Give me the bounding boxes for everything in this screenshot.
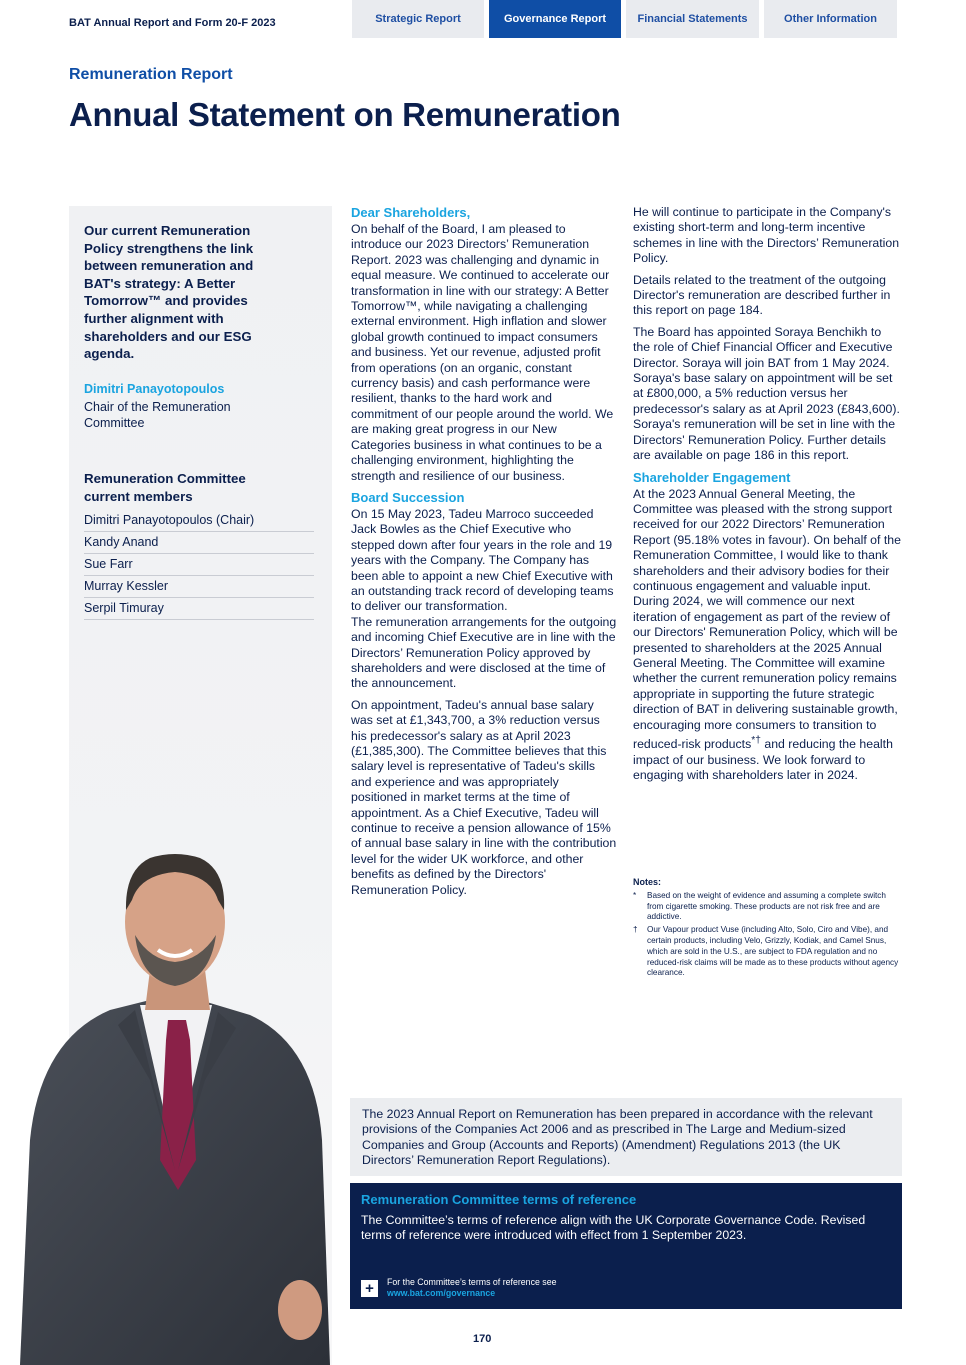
terms-link-intro: For the Committee’s terms of reference see xyxy=(387,1277,557,1287)
paragraph: He will continue to participate in the Company's existing short-term and long-term incentive schemes in line with the Directors’ Remuneration Policy. xyxy=(633,205,900,266)
board-succession-heading: Board Succession xyxy=(351,489,465,505)
note-item xyxy=(633,925,903,979)
tab-financial-statements[interactable]: Financial Statements xyxy=(626,0,759,38)
terms-link-row[interactable] xyxy=(361,1277,557,1299)
terms-heading: Remuneration Committee terms of reference xyxy=(361,1192,637,1207)
regulation-text: The 2023 Annual Report on Remuneration has been prepared in accordance with the relevant provisions of the Companies Act 2006 and as prescribed in The Large and Medium-sized Companies and Group (Accounts and Reports) (Amendment) Regulations 2013 (the UK Directors’ Remuneration Report Regulations). xyxy=(362,1107,873,1168)
page-number: 170 xyxy=(473,1333,492,1345)
paragraph: On appointment, Tadeu's annual base salary was set at £1,343,700, a 3% reduction versus his predecessor's salary as at April 2023 (£1,385,300). The Committee believes that this salary level is representative of Tadeu's skills and experience and was appropriately positioned in market terms at the time of appointment. As a Chief Executive, Tadeu will continue to receive a pension allowance of 15% of annual base salary in line with the contribution level for the wider UK workforce, and other benefits as defined by the Directors' Remuneration Policy. xyxy=(351,697,617,897)
shareholder-engagement-heading: Shareholder Engagement xyxy=(633,469,791,485)
member-item: Dimitri Panayotopoulos (Chair) xyxy=(84,510,314,532)
paragraph: On behalf of the Board, I am pleased to introduce our 2023 Directors’ Remuneration Report. 2023 was challenging and dynamic in equal measure. We continued to accelerate our transformation in line with our strategy: A Better Tomorrow™, while navigating a challenging external environment. High inflation and slower global growth continued to impact consumers and business. Yet our revenue, adjusted profit from operations (on an organic, constant currency basis) and cash performance were resilient, thanks to the hard work and commitment of our people around the world. We are making great progress in our New Categories business in what continues to be a challenging environment, highlighting the strength and resilience of our business. xyxy=(351,222,614,483)
paragraph: The Board has appointed Soraya Benchikh to the role of Chief Financial Officer and Executive Director. Soraya will join BAT from 1 May 2024. Soraya's base salary on appointment will be set at £800,000, a 5% reduction versus her predecessor's salary as at April 2023 (£843,600). Soraya's remuneration will be set in line with the Directors' Remuneration Policy. Further details are available on page 186 in this report. xyxy=(633,324,900,463)
note-item xyxy=(633,891,903,923)
report-title: BAT Annual Report and Form 20-F 2023 xyxy=(69,17,276,29)
chair-role: Chair of the Remuneration Committee xyxy=(84,400,231,431)
letter-column-2 xyxy=(633,205,901,789)
notes xyxy=(633,877,903,981)
terms-of-reference-box xyxy=(350,1183,902,1309)
note-marker: † xyxy=(633,925,638,935)
tab-governance-report[interactable]: Governance Report xyxy=(489,0,621,38)
notes-title: Notes: xyxy=(633,877,662,887)
paragraph: On 15 May 2023, Tadeu Marroco succeeded Jack Bowles as the Chief Executive who stepped down after four years in the role and 19 years with the Company. The Company has been able to appoint a new Chief Executive with an outstanding track record of developing teams to deliver our transformation. xyxy=(351,506,614,614)
paragraph-text: and reducing the health impact of our business. We look forward to engaging with shareholders later in 2024. xyxy=(633,737,893,782)
plus-icon: + xyxy=(361,1280,378,1297)
greeting-heading: Dear Shareholders, xyxy=(351,205,471,220)
paragraph: The remuneration arrangements for the outgoing and incoming Chief Executive are in line with the Directors’ Remuneration Policy approved by shareholders and were disclosed at the time of the announcement. xyxy=(351,614,617,691)
chair-portrait xyxy=(0,840,332,1365)
governance-link[interactable]: www.bat.com/governance xyxy=(387,1288,496,1298)
chair-name: Dimitri Panayotopoulos xyxy=(84,382,225,396)
tab-strategic-report[interactable]: Strategic Report xyxy=(352,0,484,38)
note-text: Our Vapour product Vuse (including Alto, Solo, Ciro and Vibe), and certain products, including Velo, Grizzly, Kodiak, and Camel Snus, which are sold in the U.S., are subject to FDA regulation and no reduced-risk claims will be made as to these products without agency clearance. xyxy=(647,925,899,978)
member-item: Kandy Anand xyxy=(84,532,314,554)
tab-other-information[interactable]: Other Information xyxy=(764,0,897,38)
paragraph xyxy=(633,487,901,784)
paragraph-text: At the 2023 Annual General Meeting, the Committee was pleased with the strong support received for our 2022 Directors’ Remuneration Report (95.18% votes in favour). On behalf of the Remuneration Committee, I would like to thank shareholders and their advisory bodies for their continuous engagement and valuable input. During 2024, we will commence our next iteration of engagement as part of the review of our Directors' Remuneration Policy, which will be presented to shareholders at the 2025 Annual General Meeting. The Committee will examine whether the current remuneration policy remains appropriate in supporting the future strategic direction of BAT in delivering sustainable growth, encouraging more consumers to transition to reduced-risk products xyxy=(633,486,901,752)
note-marker: * xyxy=(633,890,637,900)
page-title: Annual Statement on Remuneration xyxy=(69,96,621,133)
terms-link-text xyxy=(387,1277,557,1299)
member-item: Sue Farr xyxy=(84,554,314,576)
section-label: Remuneration Report xyxy=(69,66,233,83)
member-item: Murray Kessler xyxy=(84,576,314,598)
member-item: Serpil Timuray xyxy=(84,598,314,620)
terms-body: The Committee’s terms of reference align with the UK Corporate Governance Code. Revised terms of reference were introduced with effect from 1 September 2023. xyxy=(361,1213,866,1243)
members-title: Remuneration Committee current members xyxy=(84,471,246,504)
letter-column-1 xyxy=(351,205,617,904)
regulation-info-box xyxy=(350,1098,902,1176)
paragraph: Details related to the treatment of the outgoing Director's remuneration are described further in this report on page 184. xyxy=(633,272,891,318)
pull-quote: Our current Remuneration Policy strengthens the link between remuneration and BAT's strategy: A Better Tomorrow™ and provides further alignment with shareholders and our ESG agenda. xyxy=(84,223,254,362)
note-text: Based on the weight of evidence and assuming a complete switch from cigarette smoking. These products are not risk free and are addictive. xyxy=(647,890,886,922)
footnote-marker: *† xyxy=(751,735,761,746)
members-list xyxy=(84,510,314,620)
